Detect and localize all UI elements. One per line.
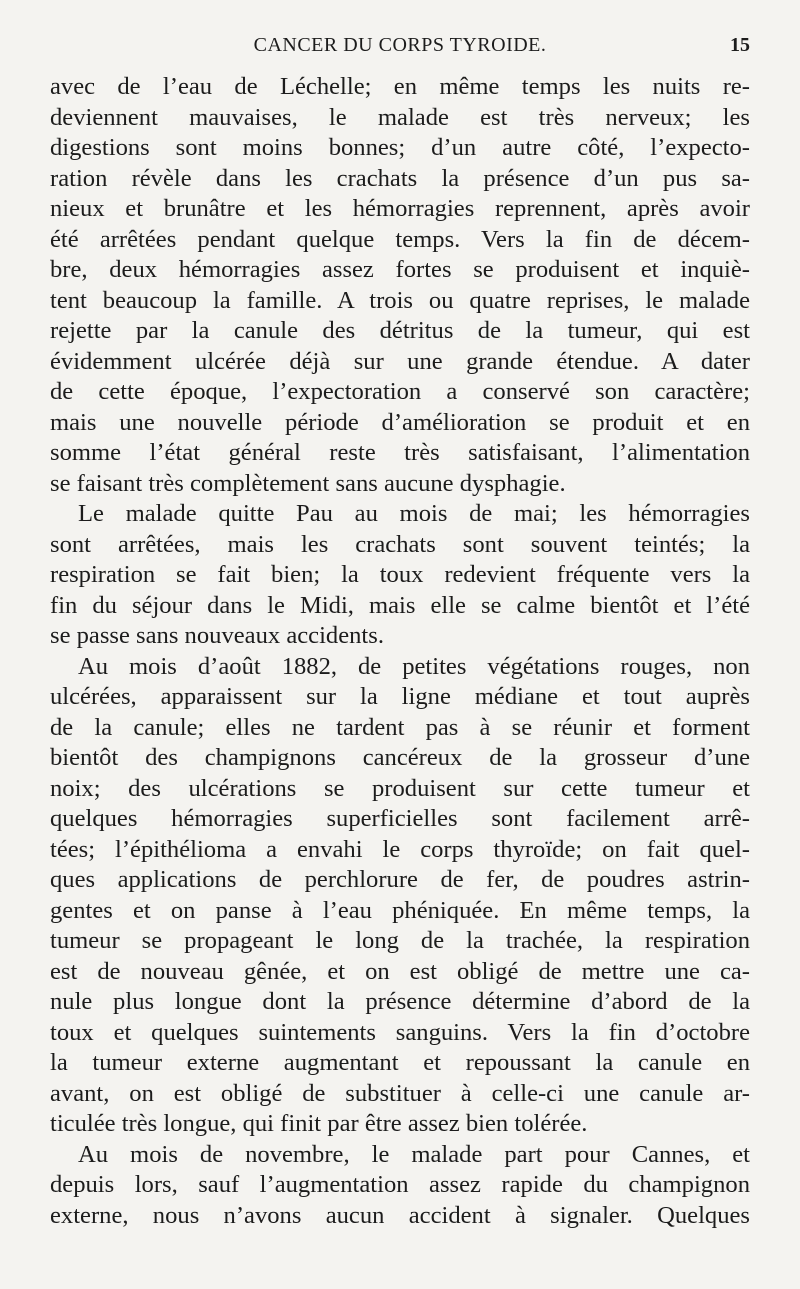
text-line: bientôt des champignons cancéreux de la grosseur d’une — [50, 744, 750, 771]
text-line: été arrêtées pendant quelque temps. Vers la fin de décem- — [50, 225, 750, 253]
text-line: gentes et on panse à l’eau phéniquée. En même temps, la — [50, 896, 750, 924]
text-line: ration révèle dans les crachats la présence d’un pus sa- — [50, 164, 750, 192]
page-number: 15 — [730, 34, 750, 56]
text-line: avec de l’eau de Léchelle; en même temps les nuits re- — [50, 73, 750, 100]
text-line: se passe sans nouveaux accidents. — [50, 622, 384, 649]
body-text — [50, 72, 750, 1231]
text-line: évidemment ulcérée déjà sur une grande étendue. A dater — [50, 347, 750, 375]
text-line: noix; des ulcérations se produisent sur cette tumeur et — [50, 774, 750, 802]
text-line: toux et quelques suintements sanguins. Vers la fin d’octobre — [50, 1018, 750, 1046]
text-line: quelques hémorragies superficielles sont facilement arrê- — [50, 805, 750, 832]
text-line: est de nouveau gênée, et on est obligé de mettre une ca- — [50, 957, 750, 985]
text-line: tumeur se propageant le long de la trachée, la respiration — [50, 927, 750, 954]
text-line: rejette par la canule des détritus de la tumeur, qui est — [50, 317, 750, 344]
text-line: bre, deux hémorragies assez fortes se produisent et inquiè- — [50, 256, 750, 283]
paragraph-start-line: Au mois d’août 1882, de petites végétations rouges, non — [78, 652, 750, 680]
text-line: depuis lors, sauf l’augmentation assez rapide du champignon — [50, 1171, 750, 1198]
paragraph-start-line: Le malade quitte Pau au mois de mai; les hémorragies — [78, 500, 750, 527]
text-line: se faisant très complètement sans aucune dysphagie. — [50, 469, 566, 497]
page-header — [50, 34, 750, 64]
text-line: ques applications de perchlorure de fer, de poudres astrin- — [50, 866, 750, 893]
text-line: de la canule; elles ne tardent pas à se réunir et forment — [50, 713, 750, 741]
text-line: nieux et brunâtre et les hémorragies reprennent, après avoir — [50, 195, 750, 222]
text-line: mais une nouvelle période d’amélioration se produit et en — [50, 408, 750, 436]
text-line: la tumeur externe augmentant et repoussant la canule en — [50, 1049, 750, 1076]
text-line: digestions sont moins bonnes; d’un autre côté, l’expecto- — [50, 134, 750, 161]
text-line: ulcérées, apparaissent sur la ligne médiane et tout auprès — [50, 683, 750, 710]
text-line: deviennent mauvaises, le malade est très nerveux; les — [50, 103, 750, 131]
text-line: respiration se fait bien; la toux redevient fréquente vers la — [50, 561, 750, 588]
text-line: de cette époque, l’expectoration a conservé son caractère; — [50, 378, 750, 405]
paragraph-start-line: Au mois de novembre, le malade part pour Cannes, et — [78, 1140, 750, 1168]
text-line: tent beaucoup la famille. A trois ou quatre reprises, le malade — [50, 286, 750, 314]
text-line: externe, nous n’avons aucun accident à signaler. Quelques — [50, 1201, 750, 1229]
text-line: avant, on est obligé de substituer à celle-ci une canule ar- — [50, 1079, 750, 1107]
text-line: sont arrêtées, mais les crachats sont souvent teintés; la — [50, 530, 750, 558]
text-line: tées; l’épithélioma a envahi le corps thyroïde; on fait quel- — [50, 835, 750, 863]
text-line: fin du séjour dans le Midi, mais elle se calme bientôt et l’été — [50, 591, 750, 619]
text-line: nule plus longue dont la présence détermine d’abord de la — [50, 988, 750, 1015]
text-line: ticulée très longue, qui finit par être assez bien tolérée. — [50, 1110, 588, 1137]
text-line: somme l’état général reste très satisfaisant, l’alimentation — [50, 439, 750, 466]
running-title: CANCER DU CORPS TYROIDE. — [253, 34, 547, 56]
